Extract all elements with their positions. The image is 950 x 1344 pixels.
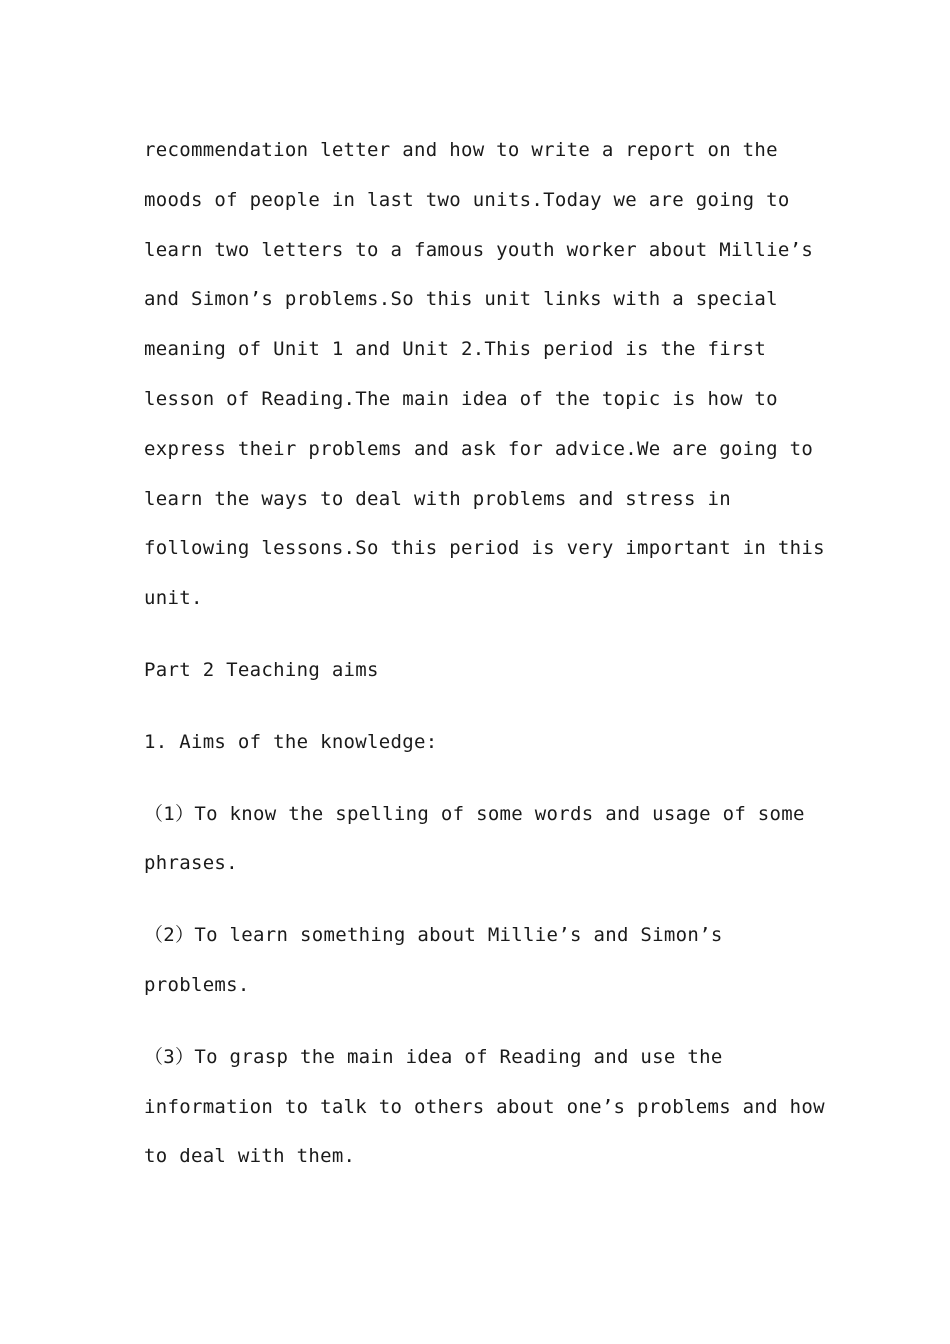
text-line: （2）To learn something about Millie’s and Simon’s bbox=[144, 924, 723, 947]
text-line: moods of people in last two units.Today we are going to bbox=[144, 188, 790, 211]
text-line: to deal with them. bbox=[144, 1145, 356, 1168]
text-line: （3）To grasp the main idea of Reading and use the bbox=[144, 1045, 723, 1068]
paragraph-gap bbox=[144, 696, 824, 718]
text-line: meaning of Unit 1 and Unit 2.This period is the first bbox=[144, 338, 767, 361]
section-heading-text: Part 2 Teaching aims bbox=[144, 658, 379, 681]
text-line: learn the ways to deal with problems and stress in bbox=[144, 487, 731, 510]
aim-item-1 bbox=[144, 790, 824, 890]
paragraph-gap bbox=[144, 889, 824, 911]
paragraph-gap bbox=[144, 624, 824, 646]
text-line: recommendation letter and how to write a report on the bbox=[144, 139, 778, 161]
aim-item-2 bbox=[144, 911, 824, 1011]
aim-item-3 bbox=[144, 1033, 824, 1182]
text-line: problems. bbox=[144, 973, 250, 996]
section-heading bbox=[144, 646, 824, 696]
text-line: lesson of Reading.The main idea of the topic is how to bbox=[144, 387, 778, 410]
document-body bbox=[144, 126, 824, 1182]
text-line: following lessons.So this period is very important in this bbox=[144, 537, 825, 560]
text-line: （1）To know the spelling of some words and usage of some bbox=[144, 802, 805, 825]
aims-subheading-text: 1. Aims of the knowledge: bbox=[144, 730, 438, 753]
paragraph-gap bbox=[144, 768, 824, 790]
text-line: information to talk to others about one’s problems and how bbox=[144, 1095, 825, 1118]
text-line: phrases. bbox=[144, 852, 238, 875]
aims-subheading bbox=[144, 718, 824, 768]
text-line: and Simon’s problems.So this unit links with a special bbox=[144, 288, 778, 311]
intro-paragraph bbox=[144, 126, 824, 624]
text-line: unit. bbox=[144, 587, 203, 610]
text-line: learn two letters to a famous youth worker about Millie’s bbox=[144, 238, 814, 261]
paragraph-gap bbox=[144, 1011, 824, 1033]
text-line: express their problems and ask for advice.We are going to bbox=[144, 437, 814, 460]
